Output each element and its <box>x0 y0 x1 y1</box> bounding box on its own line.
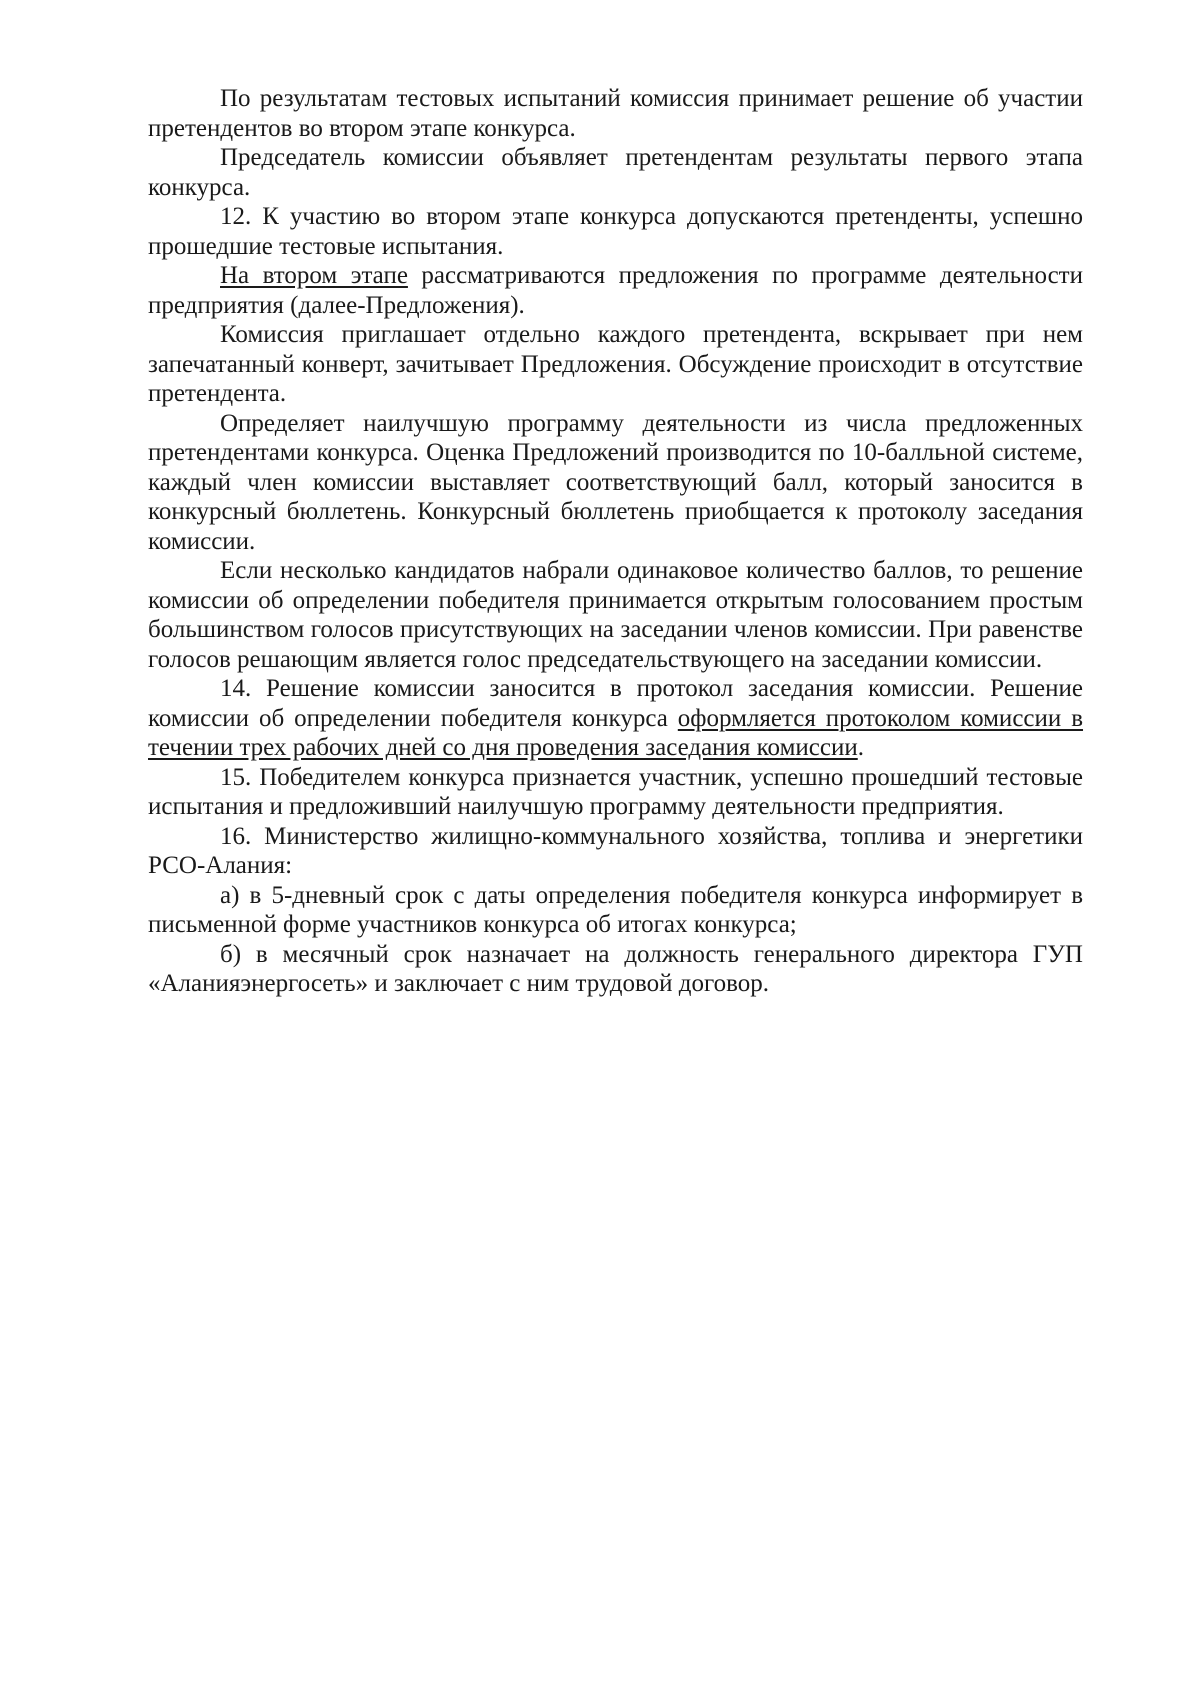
paragraph-item-12: 12. К участию во втором этапе конкурса допускаются претенденты, успешно прошедшие тестовые испытания. <box>148 203 1083 260</box>
paragraph-tie-vote: Если несколько кандидатов набрали одинаковое количество баллов, то решение комиссии об определении победителя принимается открытым голосованием простым большинством голосов присутствующих на заседании членов комиссии. При равенстве голосов решающим является голос председательствующего на заседании комиссии. <box>148 557 1083 673</box>
paragraph-chairman-announcement: Председатель комиссии объявляет претендентам результаты первого этапа конкурса. <box>148 144 1083 201</box>
item-14-text: 14. Решение комиссии заносится в протокол заседания комиссии. Решение комиссии об определении победителя конкурса <box>148 675 1083 732</box>
underlined-second-stage: На втором этапе <box>220 262 408 289</box>
paragraph-second-stage <box>148 261 1083 320</box>
paragraph-commission-invites: Комиссия приглашает отдельно каждого претендента, вскрывает при нем запечатанный конверт, зачитывает Предложения. Обсуждение происходит в отсутствие претендента. <box>148 321 1083 407</box>
item-14-end: . <box>857 734 864 761</box>
paragraph-item-16a: а) в 5-дневный срок с даты определения победителя конкурса информирует в письменной форме участников конкурса об итогах конкурса; <box>148 881 1083 938</box>
paragraph-item-16: 16. Министерство жилищно-коммунального хозяйства, топлива и энергетики РСО-Алания: <box>148 822 1083 879</box>
paragraph-item-16b: б) в месячный срок назначает на должность генерального директора ГУП «Аланияэнергосеть» и заключает с ним трудовой договор. <box>148 940 1083 997</box>
paragraph-evaluation: Определяет наилучшую программу деятельности из числа предложенных претендентами конкурса. Оценка Предложений производится по 10-балльной системе, каждый член комиссии выставляет соответствующий балл, который заносится в конкурсный бюллетень. Конкурсный бюллетень приобщается к протоколу заседания комиссии. <box>148 409 1083 555</box>
paragraph-item-15: 15. Победителем конкурса признается участник, успешно прошедший тестовые испытания и предложивший наилучшую программу деятельности предприятия. <box>148 763 1083 820</box>
paragraph-testing-results: По результатам тестовых испытаний комиссия принимает решение об участии претендентов во втором этапе конкурса. <box>148 85 1083 142</box>
paragraph-item-14 <box>148 674 1083 763</box>
document-body <box>148 84 1083 999</box>
underlined-protocol-deadline: оформляется протоколом комиссии в течении трех рабочих дней со дня проведения заседания комиссии <box>148 704 1084 761</box>
second-stage-text: рассматриваются предложения по программе деятельности предприятия (далее-Предложения). <box>148 262 1083 319</box>
